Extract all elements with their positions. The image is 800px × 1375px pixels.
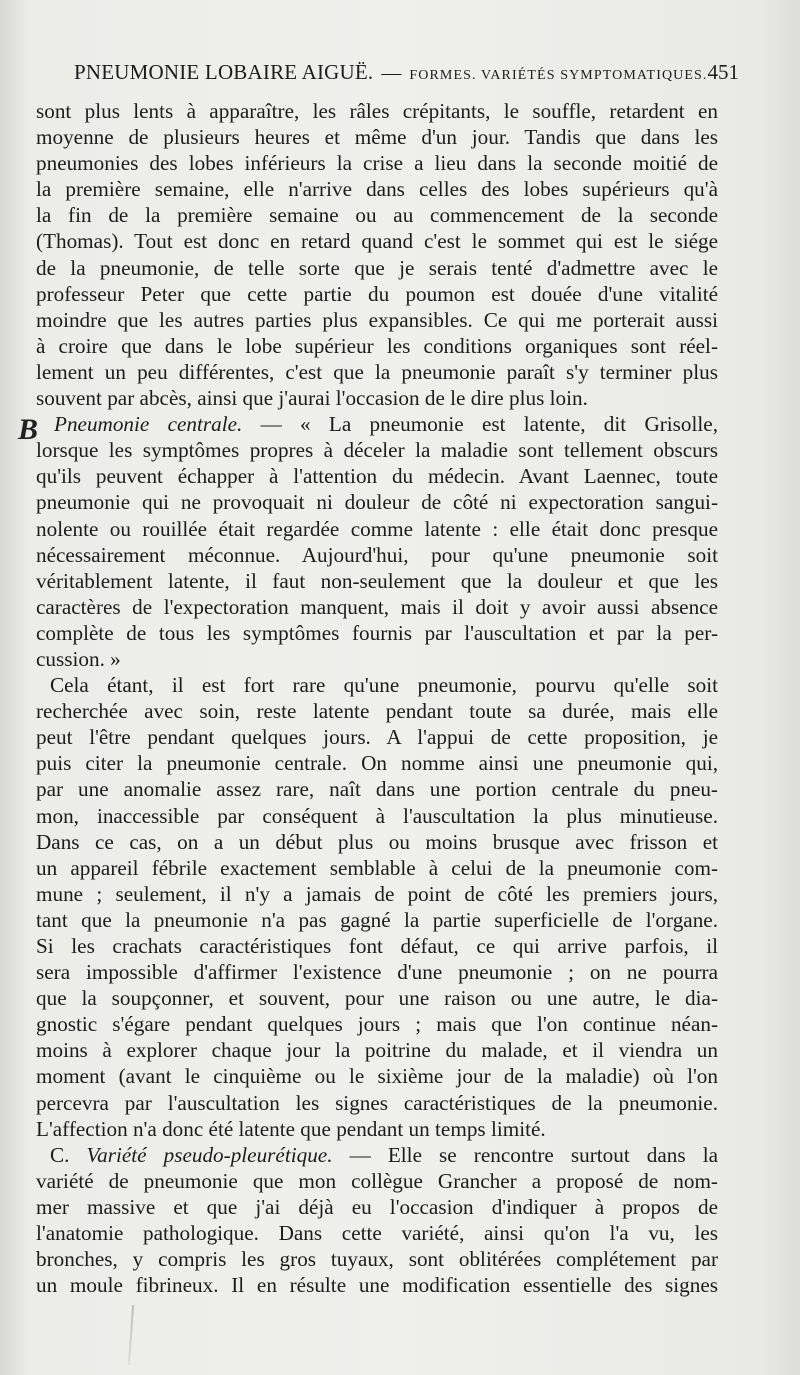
text-line: peut l'être pendant quelques jours. A l'appui de cette proposition, je	[36, 725, 718, 750]
text-line: l'anatomie pathologique. Dans cette variété, ainsi qu'on l'a vu, les	[36, 1221, 718, 1246]
text-line: recherchée avec soin, reste latente pendant toute sa durée, mais elle	[36, 699, 718, 724]
text-line: mune ; seulement, il n'y a jamais de point de côté les premiers jours,	[36, 881, 718, 906]
text-line: variété de pneumonie que mon collègue Grancher a proposé de nom-	[36, 1168, 718, 1193]
text-line: pneumonies des lobes inférieurs la crise a lieu dans la seconde moitié de	[36, 151, 718, 176]
text-line: percevra par l'auscultation les signes caractéristiques de la pneumonie.	[36, 1090, 718, 1115]
text-line: un appareil fébrile exactement semblable à celui de la pneumonie com-	[36, 855, 718, 880]
paragraph-3	[36, 672, 718, 1142]
text-line: Si les crachats caractéristiques font défaut, ce qui arrive parfois, il	[36, 934, 718, 958]
text-line: cussion. »	[36, 646, 121, 671]
section-heading-line	[36, 411, 718, 437]
page-number: 451	[707, 60, 740, 84]
text-line: moyenne de plusieurs heures et même d'un jour. Tandis que dans les	[36, 125, 718, 150]
text-line: qu'ils peuvent échapper à l'attention du médecin. Avant Laennec, toute	[36, 464, 718, 489]
text-line: par une anomalie assez rare, naît dans une portion centrale du pneu-	[36, 777, 718, 802]
text-line: professeur Peter que cette partie du poumon est douée d'une vitalité	[36, 281, 718, 306]
text-line: pneumonie qui ne provoquait ni douleur de côté ni expectoration sangui-	[36, 490, 718, 515]
text-line: mon, inaccessible par conséquent à l'auscultation la plus minutieuse.	[36, 803, 718, 828]
section-heading-variete-pseudo-pleuretique: Variété pseudo-pleurétique.	[86, 1142, 333, 1167]
text-line: L'affection n'a donc été latente que pendant un temps limité.	[36, 1116, 546, 1141]
text-line: gnostic s'égare pendant quelques jours ; mais que l'on continue néan-	[36, 1012, 718, 1037]
text-line: lorsque les symptômes propres à déceler la maladie sont tellement obscurs	[36, 438, 718, 463]
text-line: un moule fibrineux. Il en résulte une modification essentielle des signes	[36, 1273, 718, 1298]
header-dash: —	[381, 62, 402, 84]
heading-continuation: — « La pneumonie est latente, dit Grisolle,	[242, 412, 718, 437]
text-line: que la soupçonner, et souvent, pour une raison ou une autre, le dia-	[36, 986, 718, 1011]
pencil-stroke	[128, 1305, 134, 1365]
text-line: moment (avant le cinquième ou le sixième jour de la maladie) où l'on	[36, 1064, 718, 1089]
text-line: nolente ou rouillée était regardée comme latente : elle était donc presque	[36, 516, 718, 541]
text-line: moindre que les autres parties plus expansibles. Ce qui me porterait aussi	[36, 307, 718, 332]
text-line: sont plus lents à apparaître, les râles crépitants, le souffle, retardent en	[36, 99, 718, 123]
heading-continuation: — Elle se rencontre surtout dans la	[332, 1142, 719, 1167]
section-heading-line	[36, 1142, 718, 1168]
text-line: complète de tous les symptômes fournis par l'auscultation et par la per-	[36, 620, 718, 645]
text-line: sera impossible d'affirmer l'existence d'une pneumonie ; on ne pourra	[36, 960, 718, 985]
text-line: mer massive et que j'ai déjà eu l'occasion d'indiquer à propos de	[36, 1194, 718, 1219]
text-line: moins à explorer chaque jour la poitrine du malade, et il viendra un	[36, 1038, 718, 1063]
text-line: véritablement latente, il faut non-seulement que la douleur et que les	[36, 568, 718, 593]
text-line: lement un peu différentes, c'est que la pneumonie paraît s'y terminer plus	[36, 359, 718, 384]
text-line: souvent par abcès, ainsi que j'aurai l'occasion de le dire plus loin.	[36, 386, 588, 411]
text-line: la fin de la première semaine ou au commencement de la seconde	[36, 203, 718, 228]
text-line: caractères de l'expectoration manquent, mais il doit y avoir aussi absence	[36, 594, 718, 619]
paragraph-variete-pseudo-pleuretique	[36, 1142, 718, 1299]
section-heading-pneumonie-centrale: Pneumonie centrale.	[54, 412, 243, 437]
section-letter: C.	[50, 1142, 70, 1167]
text-line: nécessairement méconnue. Aujourd'hui, pour qu'une pneumonie soit	[36, 542, 718, 567]
text-line: puis citer la pneumonie centrale. On nomme ainsi une pneumonie qui,	[36, 751, 718, 776]
text-line: à croire que dans le lobe supérieur les conditions organiques sont réel-	[36, 333, 718, 358]
text-line: Dans ce cas, on a un début plus ou moins brusque avec frisson et	[36, 829, 718, 854]
body-text	[36, 98, 718, 1298]
running-header	[74, 60, 740, 90]
text-line: de la pneumonie, de telle sorte que je serais tenté d'admettre avec le	[36, 255, 718, 280]
text-line: bronches, y compris les gros tuyaux, sont oblitérées complétement par	[36, 1247, 718, 1272]
text-line: (Thomas). Tout est donc en retard quand c'est le sommet qui est le siége	[36, 229, 718, 254]
paragraph-1	[36, 98, 718, 411]
header-subtitle: FORMES. VARIÉTÉS SYMPTOMATIQUES.	[409, 68, 708, 83]
text-line: Cela étant, il est fort rare qu'une pneumonie, pourvu qu'elle soit	[50, 673, 718, 698]
paragraph-pneumonie-centrale	[36, 411, 718, 672]
text-line: tant que la pneumonie n'a pas gagné la partie superficielle de l'organe.	[36, 907, 718, 932]
text-line: la première semaine, elle n'arrive dans celles des lobes supérieurs qu'à	[36, 177, 718, 202]
header-title: PNEUMONIE LOBAIRE AIGUË.	[74, 60, 374, 84]
handwritten-margin-mark: B	[18, 413, 39, 446]
